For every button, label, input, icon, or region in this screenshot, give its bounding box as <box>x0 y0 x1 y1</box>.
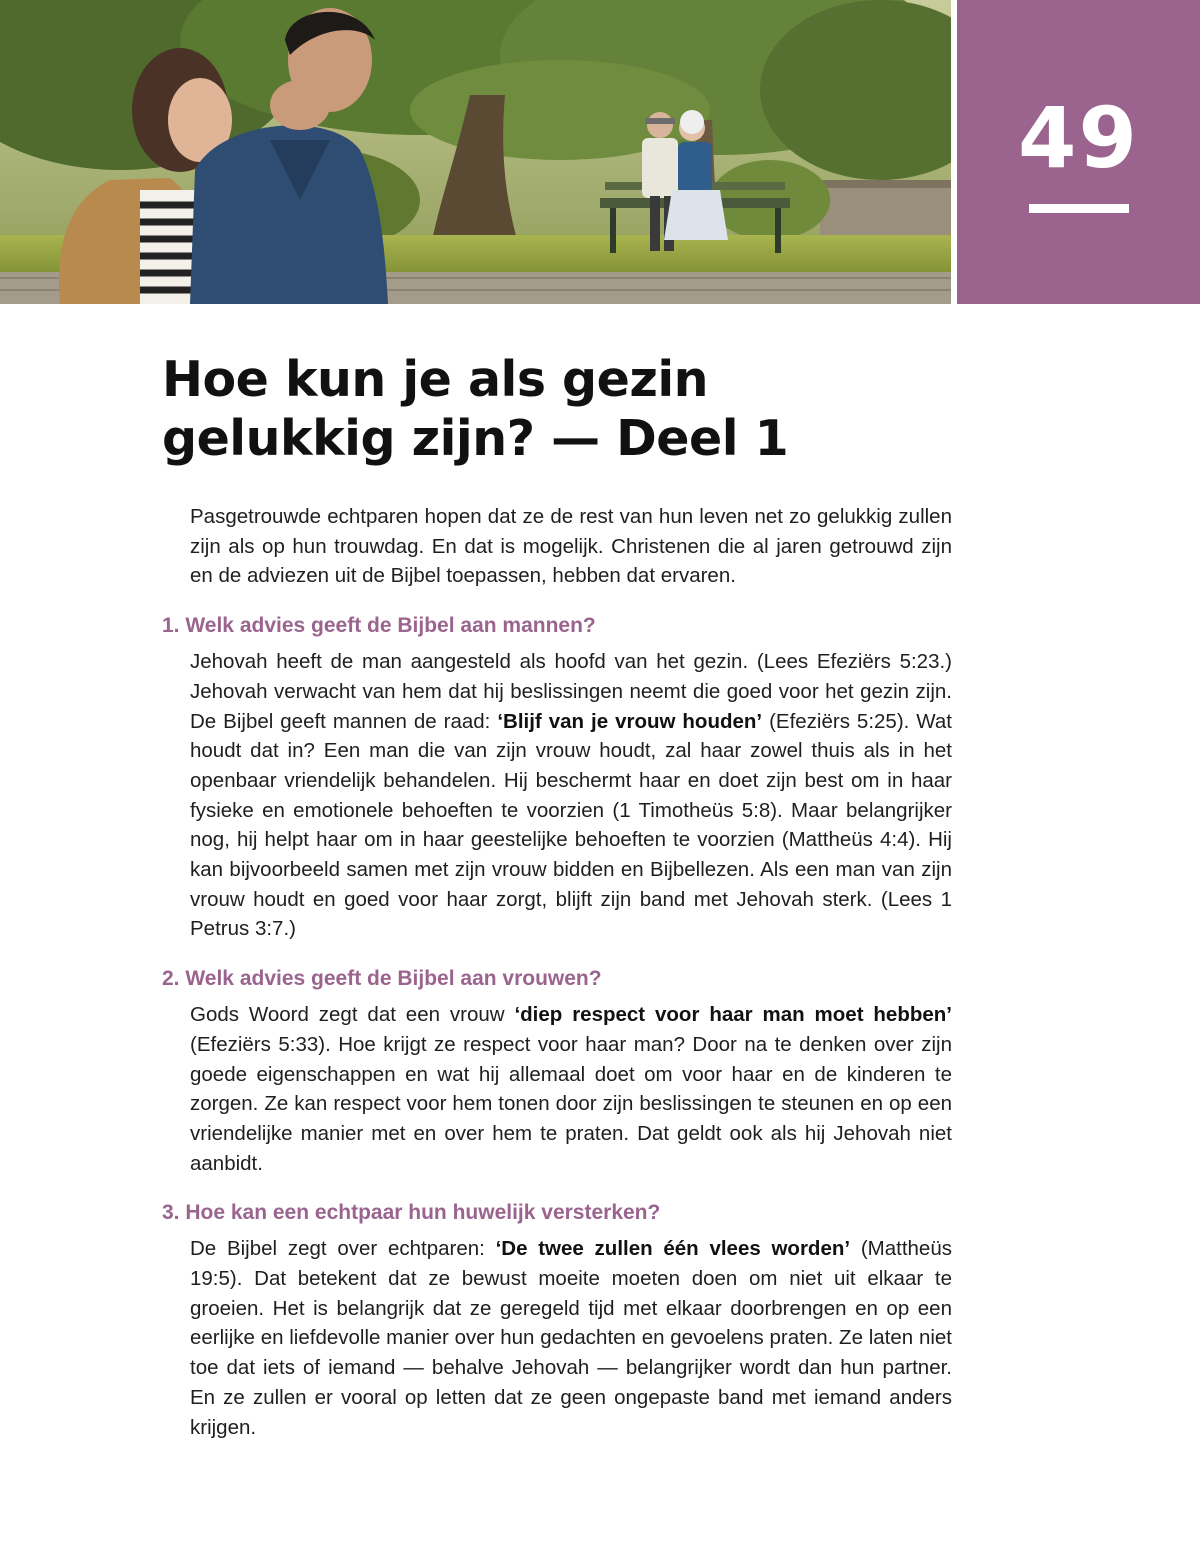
question-1-heading: 1. Welk advies geeft de Bijbel aan mannen? <box>162 614 596 638</box>
title-line-2: gelukkig zijn? — Deel 1 <box>162 410 789 467</box>
lesson-content <box>162 502 952 1442</box>
answer-text: De Bijbel zegt over echtparen: <box>190 1237 496 1261</box>
title-line-1: Hoe kun je als gezin <box>162 351 709 408</box>
answer-text: (Efeziërs 5:25). Wat houdt dat in? Een man die van zijn vrouw houdt, zal haar zowel thuis als in het openbaar vriendelijk behandelen. Hij beschermt haar en doet zijn best om in haar fysieke en emotionele behoeften te voorzien (1 Timotheüs 5:8). Maar belangrijker nog, hij helpt haar om in haar geestelijke behoeften te voorzien (Mattheüs 4:4). Hij kan bijvoorbeeld samen met zijn vrouw bidden en Bijbellezen. Als een man van zijn vrouw houdt en goed voor haar zorgt, blijft zijn band met Jehovah sterk. (Lees 1 Petrus 3:7.) <box>190 709 952 941</box>
page-title <box>162 350 962 468</box>
question-2-heading: 2. Welk advies geeft de Bijbel aan vrouwen? <box>162 967 602 991</box>
question-1-paragraph <box>190 647 952 944</box>
lesson-underline <box>1029 204 1129 213</box>
question-3-paragraph <box>190 1234 952 1442</box>
lesson-number-box <box>957 0 1200 304</box>
answer-text: Gods Woord zegt dat een vrouw <box>190 1003 515 1027</box>
question-3-heading: 3. Hoe kan een echtpaar hun huwelijk versterken? <box>162 1201 661 1225</box>
answer-text: (Efeziërs 5:33). Hoe krijgt ze respect voor haar man? Door na te denken over zijn goede eigenschappen en wat hij allemaal doet om voor haar en de kinderen te zorgen. Ze kan respect voor hem tonen door zijn beslissingen te steunen en op een vriendelijke manier met en over hem te praten. Dat geldt ook als hij Jehovah niet aanbidt. <box>190 1032 952 1175</box>
bible-quote: ‘diep respect voor haar man moet hebben’ <box>514 1003 952 1027</box>
bible-quote: ‘De twee zullen één vlees worden’ <box>495 1237 851 1261</box>
bible-quote: ‘Blijf van je vrouw houden’ <box>497 709 763 733</box>
hero-photo <box>0 0 951 304</box>
answer-text: (Mattheüs 19:5). Dat betekent dat ze bewust moeite moeten doen om niet uit elkaar te groeien. Het is belangrijk dat ze geregeld tijd met elkaar doorbrengen en op een eerlijke en liefdevolle manier over hun gedachten en gevoelens praten. Ze laten niet toe dat iets of iemand — behalve Jehovah — belangrijker wordt dan hun partner. En ze zullen er vooral op letten dat ze geen ongepaste band met iemand anders krijgen. <box>190 1237 952 1439</box>
lesson-number: 49 <box>1018 89 1139 187</box>
answer-text: Jehovah heeft de man aangesteld als hoofd van het gezin. (Lees Efeziërs 5:23.) Jehovah verwacht van hem dat hij beslissingen neemt die goed voor het gezin zijn. De Bijbel geeft mannen de raad: <box>190 650 952 733</box>
question-2-paragraph <box>190 1000 952 1178</box>
intro-paragraph: Pasgetrouwde echtparen hopen dat ze de rest van hun leven net zo gelukkig zullen zijn als op hun trouwdag. En dat is mogelijk. Christenen die al jaren getrouwd zijn en de adviezen uit de Bijbel toepassen, hebben dat ervaren. <box>190 505 952 588</box>
